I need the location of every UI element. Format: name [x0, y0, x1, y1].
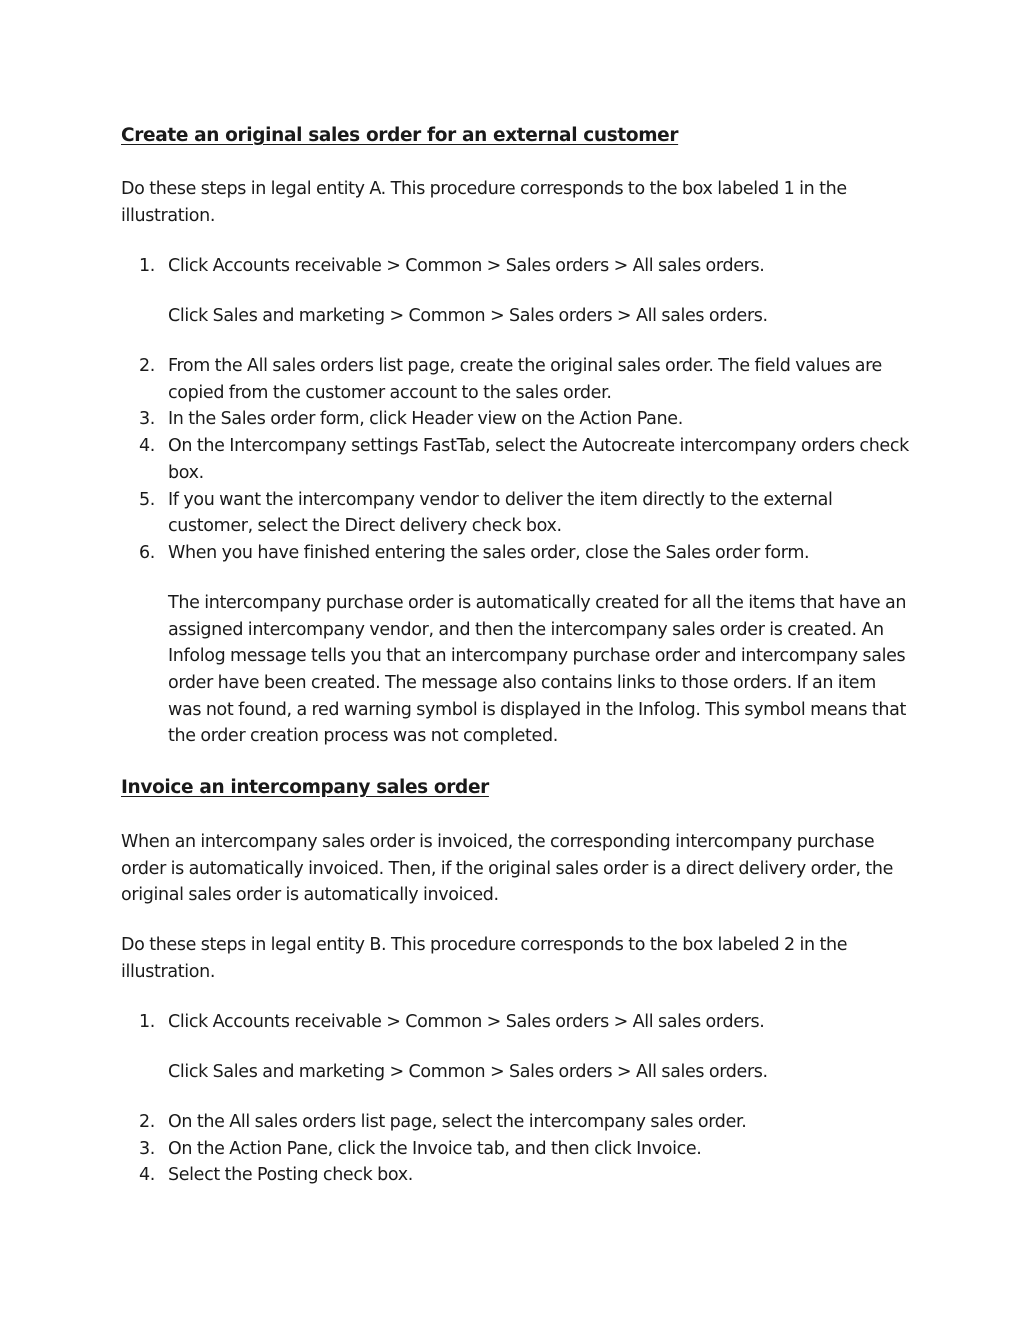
step-subtext: Click Sales and marketing > Common > Sales orders > All sales orders. [168, 1062, 768, 1082]
step-subtext: Click Sales and marketing > Common > Sales orders > All sales orders. [168, 306, 768, 326]
steps-list-invoice [121, 1009, 911, 1189]
list-item: 5. If you want the intercompany vendor to deliver the item directly to the external customer, select the Direct delivery check box. [139, 489, 833, 537]
step-text: On the Action Pane, click the Invoice tab, and then click Invoice. [168, 1138, 702, 1159]
step-text: Click Accounts receivable > Common > Sales orders > All sales orders. [168, 1012, 765, 1032]
step-text: When you have finished entering the sales order, close the Sales order form. [168, 542, 810, 563]
list-item: 4. Select the Posting check box. [139, 1165, 413, 1186]
list-item: 4. On the Intercompany settings FastTab, select the Autocreate intercompany orders check box. [139, 436, 909, 483]
list-item: 2. From the All sales orders list page, create the original sales order. The field values are copied from the customer account to the sales order. [139, 356, 882, 403]
section-heading-create-order: Create an original sales order for an external customer [121, 125, 679, 146]
list-item: 3. In the Sales order form, click Header view on the Action Pane. [139, 409, 683, 430]
step-text: On the Intercompany settings FastTab, select the Autocreate intercompany orders check box. [168, 436, 909, 483]
list-item: 2. On the All sales orders list page, select the intercompany sales order. [139, 1112, 747, 1132]
step-text: On the All sales orders list page, select the intercompany sales order. [168, 1112, 747, 1132]
step-subtext: The intercompany purchase order is automatically created for all the items that have an assigned intercompany vendor, and then the intercompany sales order is created. An Infolog message tells you that an intercompany purchase order and intercompany sales order have been created. The message also contains links to those orders. If an item was not found, a red warning symbol is displayed in the Infolog. This symbol means that the order creation process was not completed. [168, 592, 907, 747]
step-text: In the Sales order form, click Header view on the Action Pane. [168, 409, 683, 430]
list-item: 1. Click Accounts receivable > Common > Sales orders > All sales orders. Click Sales and marketing > Common > Sales orders > All sales orders. [121, 253, 911, 330]
steps-list-create-order [121, 253, 911, 750]
list-item: 1. Click Accounts receivable > Common > Sales orders > All sales orders. Click Sales and marketing > Common > Sales orders > All sales orders. [121, 1009, 911, 1086]
list-item: 3. On the Action Pane, click the Invoice tab, and then click Invoice. [139, 1138, 702, 1159]
section-intro-entity-b: Do these steps in legal entity B. This procedure corresponds to the box labeled 2 in the illustration. [121, 935, 848, 982]
section-intro-invoice: When an intercompany sales order is invoiced, the corresponding intercompany purchase order is automatically invoiced. Then, if the original sales order is a direct delivery order, the original sales order is automatically invoiced. [121, 832, 894, 906]
step-text: Click Accounts receivable > Common > Sales orders > All sales orders. [168, 256, 765, 276]
step-text: From the All sales orders list page, create the original sales order. The field values are copied from the customer account to the sales order. [168, 356, 882, 403]
step-text: Select the Posting check box. [168, 1165, 413, 1186]
section-intro-entity-a: Do these steps in legal entity A. This procedure corresponds to the box labeled 1 in the illustration. [121, 179, 847, 226]
step-text: If you want the intercompany vendor to deliver the item directly to the external customer, select the Direct delivery check box. [168, 489, 833, 537]
list-item: 6. When you have finished entering the sales order, close the Sales order form. The intercompany purchase order is automatically created for all the items that have an assigned intercompany vendor, and then the intercompany sales order is created. An Infolog message tells you that an intercompany purchase order and intercompany sales order have been created. The message also contains links to those orders. If an item was not found, a red warning symbol is displayed in the Infolog. This symbol means that the order creation process was not completed. [121, 540, 911, 750]
section-heading-invoice: Invoice an intercompany sales order [121, 777, 489, 798]
